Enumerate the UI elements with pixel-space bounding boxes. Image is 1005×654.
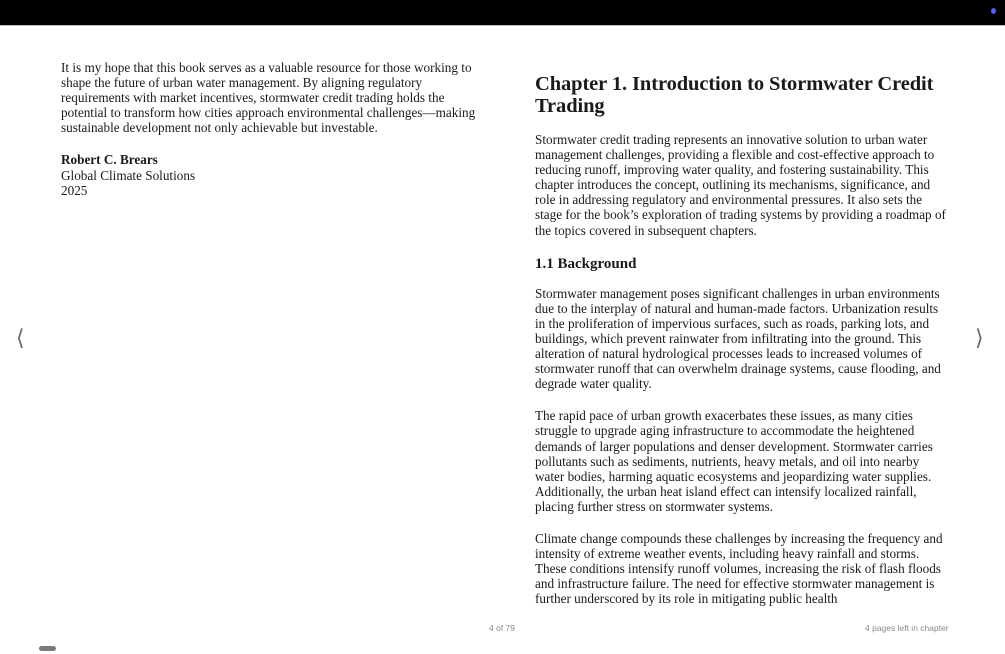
scroll-handle[interactable] (39, 646, 56, 651)
previous-page-chevron-icon[interactable]: ⟨ (16, 326, 25, 351)
publication-year: 2025 (61, 182, 88, 198)
author-name: Robert C. Brears (61, 152, 158, 168)
chapter-intro-paragraph: Stormwater credit trading represents an innovative solution to urban water management challenges, providing a flexible and cost-effective approach to reducing runoff, improving water quality, and fostering sustainability. This chapter introduces the concept, outlining its mechanisms, significance, and role in addressing regulatory and environmental pressures. It also sets the stage for the book’s exploration of trading systems by providing a roadmap of the topics covered in subsequent chapters. (535, 132, 946, 238)
right-page (535, 73, 950, 623)
preface-paragraph: It is my hope that this book serves as a valuable resource for those working to shape the future of urban water management. By aligning regulatory requirements with market incentives, stormwater credit trading holds the potential to transform how cities approach environmental challenges—making sustainable development not only achievable but investable. (61, 60, 476, 136)
status-indicator-icon (991, 8, 996, 14)
organization-name: Global Climate Solutions (61, 167, 196, 183)
page-count: 4 of 79 (489, 623, 515, 633)
chapter-title: Chapter 1. Introduction to Stormwater Credit Trading (535, 73, 934, 117)
top-bar (0, 0, 1005, 26)
left-page (61, 60, 476, 198)
next-page-chevron-icon[interactable]: ⟩ (975, 326, 984, 351)
pages-left-in-chapter: 4 pages left in chapter (865, 623, 949, 633)
body-paragraph: The rapid pace of urban growth exacerbates these issues, as many cities struggle to upgrade aging infrastructure to accommodate the heightened demands of larger populations and denser development. Stormwater carries pollutants such as sediments, nutrients, heavy metals, and oil into nearby water bodies, harming aquatic ecosystems and jeopardizing water supplies. Additionally, the urban heat island effect can intensify localized rainfall, placing further stress on stormwater systems. (535, 408, 933, 514)
body-paragraph: Climate change compounds these challenges by increasing the frequency and intensity of extreme weather events, including heavy rainfall and storms. These conditions intensify runoff volumes, increasing the risk of flash floods and infrastructure failure. The need for effective stormwater management is further underscored by its role in mitigating public health (535, 530, 943, 607)
body-paragraph: Stormwater management poses significant challenges in urban environments due to the interplay of natural and human-made factors. Urbanization results in the proliferation of impervious surfaces, such as roads, parking lots, and buildings, which prevent rainwater from infiltrating into the ground. This alteration of natural hydrological processes leads to increased volumes of stormwater runoff that can overwhelm drainage systems, cause flooding, and degrade water quality. (535, 285, 941, 392)
section-title: 1.1 Background (535, 255, 637, 272)
